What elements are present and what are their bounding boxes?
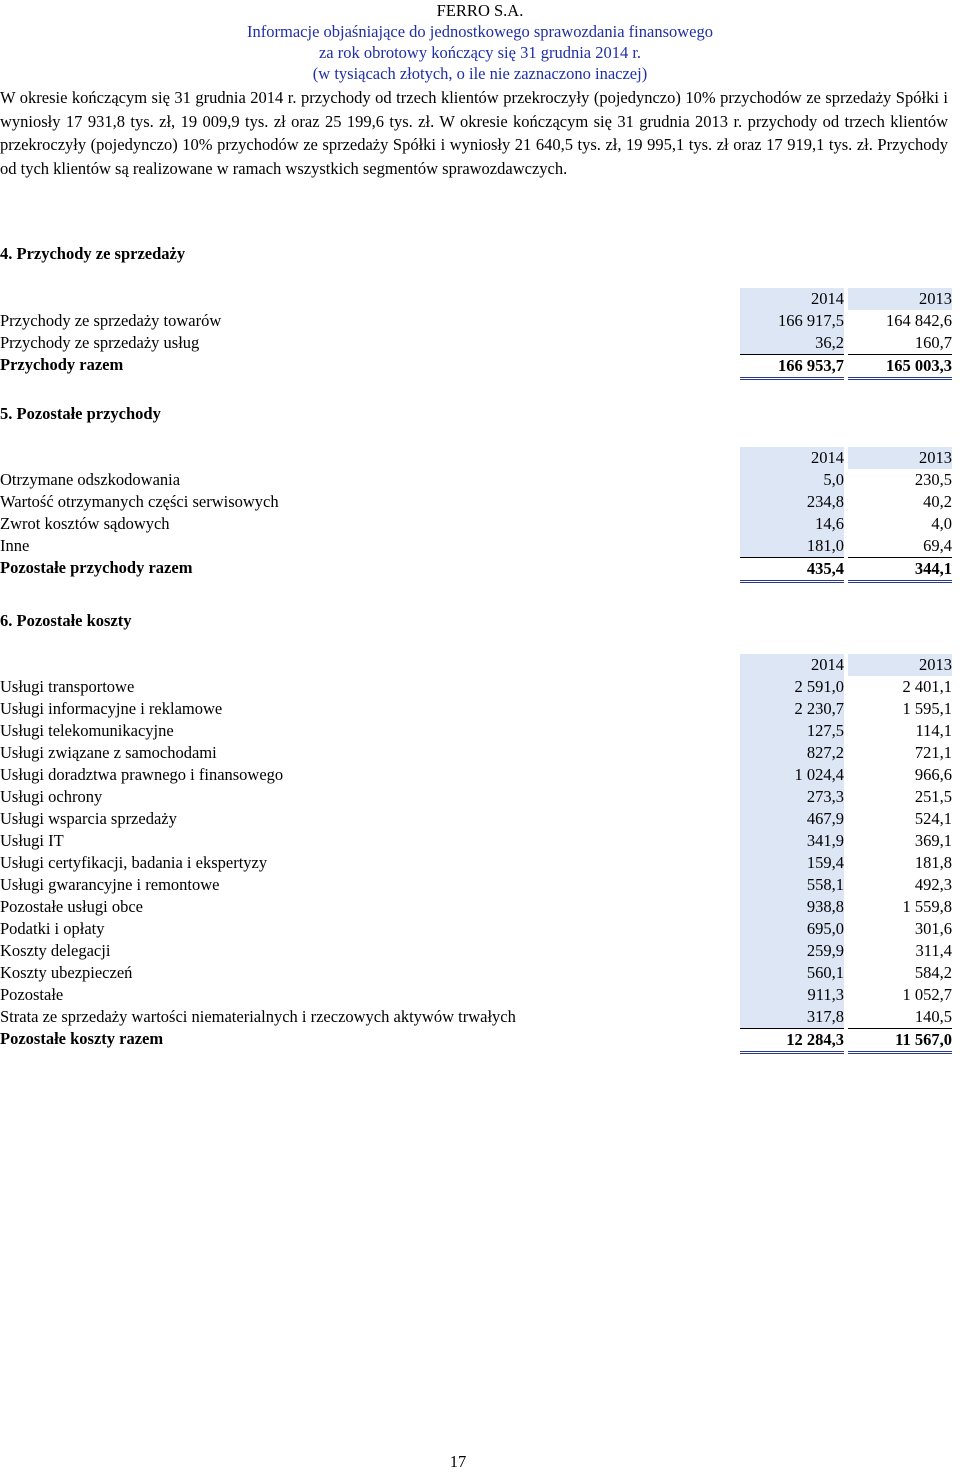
value-2013: 311,4: [915, 941, 952, 960]
row-label: Usługi związane z samochodami: [0, 743, 217, 762]
sales-revenue-table: [0, 288, 955, 376]
value-2013: 160,7: [914, 333, 952, 352]
total-2013: 344,1: [848, 557, 952, 583]
table-row: [0, 940, 955, 962]
table-row: [0, 310, 955, 332]
value-2014: 36,2: [740, 332, 844, 354]
other-costs-table: [0, 654, 955, 1050]
total-label: Pozostałe przychody razem: [0, 558, 193, 577]
table-header-row: [0, 654, 955, 676]
company-name: FERRO S.A.: [436, 1, 524, 20]
row-label: Przychody ze sprzedaży towarów: [0, 311, 222, 330]
table-row: [0, 786, 955, 808]
value-2014: 14,6: [740, 513, 844, 535]
year-2013-header: 2013: [848, 447, 952, 469]
total-2014: 12 284,3: [740, 1028, 844, 1054]
value-2014: 127,5: [740, 720, 844, 742]
document-header: [0, 0, 960, 84]
value-2014: 2 591,0: [740, 676, 844, 698]
value-2013: 301,6: [914, 919, 952, 938]
table-row: [0, 830, 955, 852]
year-2014-header: 2014: [740, 654, 844, 676]
value-2013: 4,0: [931, 514, 952, 533]
value-2014: 911,3: [740, 984, 844, 1006]
header-line-1: Informacje objaśniające do jednostkowego sprawozdania finansowego: [247, 22, 713, 41]
row-label: Usługi doradztwa prawnego i finansowego: [0, 765, 284, 784]
table-header-row: [0, 447, 955, 469]
year-2014-header: 2014: [740, 288, 844, 310]
total-row: [0, 557, 955, 579]
value-2013: 140,5: [914, 1007, 952, 1026]
page-number: 17: [449, 1452, 467, 1471]
table-row: [0, 535, 955, 557]
value-2013: 164 842,6: [886, 311, 952, 330]
header-line-2: za rok obrotowy kończący się 31 grudnia 2014 r.: [318, 43, 642, 62]
table-row: [0, 984, 955, 1006]
value-2013: 251,5: [914, 787, 952, 806]
value-2013: 1 595,1: [902, 699, 952, 718]
total-2013: 11 567,0: [848, 1028, 952, 1054]
row-label: Usługi IT: [0, 831, 64, 850]
total-row: [0, 354, 955, 376]
total-label: Pozostałe koszty razem: [0, 1029, 164, 1048]
other-income-table: [0, 447, 955, 579]
value-2014: 2 230,7: [740, 698, 844, 720]
row-label: Koszty ubezpieczeń: [0, 963, 133, 982]
value-2013: 114,1: [915, 721, 952, 740]
section-title-other-costs: 6. Pozostałe koszty: [0, 611, 132, 630]
table-row: [0, 918, 955, 940]
table-row: [0, 720, 955, 742]
paragraph-text: W okresie kończącym się 31 grudnia 2014 r. przychody od trzech klientów przekroczyły (pojedynczo) 10% przychodów ze sprzedaży Spółki i wyniosły 17 931,8 tys. zł, 19 009,9 tys. zł oraz 25 199,6 tys. zł. W okresie kończącym się 31 grudnia 2013 r. przychody od trzech klientów przekroczyły (pojedynczo) 10% przychodów ze sprzedaży Spółki i wyniosły 21 640,5 tys. zł, 19 995,1 tys. zł oraz 17 919,1 tys. zł. Przychody od tych klientów są realizowane w ramach wszystkich segmentów sprawozdawczych.: [0, 88, 948, 178]
value-2014: 558,1: [740, 874, 844, 896]
value-2014: 341,9: [740, 830, 844, 852]
row-label: Zwrot kosztów sądowych: [0, 514, 170, 533]
row-label: Przychody ze sprzedaży usług: [0, 333, 200, 352]
row-label: Pozostałe: [0, 985, 64, 1004]
row-label: Pozostałe usługi obce: [0, 897, 143, 916]
table-row: [0, 764, 955, 786]
value-2014: 234,8: [740, 491, 844, 513]
table-row: [0, 1006, 955, 1028]
table-row: [0, 676, 955, 698]
value-2014: 5,0: [740, 469, 844, 491]
value-2014: 317,8: [740, 1006, 844, 1028]
total-2013: 165 003,3: [848, 354, 952, 380]
table-row: [0, 742, 955, 764]
row-label: Strata ze sprzedaży wartości niematerialnych i rzeczowych aktywów trwałych: [0, 1007, 516, 1026]
year-2013-header: 2013: [848, 288, 952, 310]
total-row: [0, 1028, 955, 1050]
row-label: Usługi gwarancyjne i remontowe: [0, 875, 220, 894]
row-label: Usługi telekomunikacyjne: [0, 721, 174, 740]
total-2014: 435,4: [740, 557, 844, 583]
row-label: Usługi wsparcia sprzedaży: [0, 809, 177, 828]
row-label: Wartość otrzymanych części serwisowych: [0, 492, 279, 511]
value-2014: 273,3: [740, 786, 844, 808]
value-2013: 966,6: [914, 765, 952, 784]
year-2013-header: 2013: [848, 654, 952, 676]
header-line-3: (w tysiącach złotych, o ile nie zaznaczono inaczej): [312, 64, 648, 83]
value-2014: 827,2: [740, 742, 844, 764]
table-row: [0, 698, 955, 720]
section-title-sales-revenue: 4. Przychody ze sprzedaży: [0, 244, 186, 263]
value-2014: 159,4: [740, 852, 844, 874]
table-row: [0, 852, 955, 874]
row-label: Inne: [0, 536, 30, 555]
value-2013: 584,2: [914, 963, 952, 982]
value-2014: 181,0: [740, 535, 844, 557]
row-label: Podatki i opłaty: [0, 919, 105, 938]
table-header-row: [0, 288, 955, 310]
value-2014: 695,0: [740, 918, 844, 940]
value-2014: 467,9: [740, 808, 844, 830]
total-label: Przychody razem: [0, 355, 124, 374]
clients-paragraph: [0, 86, 948, 180]
value-2013: 69,4: [923, 536, 952, 555]
row-label: Usługi transportowe: [0, 677, 135, 696]
value-2013: 524,1: [914, 809, 952, 828]
row-label: Koszty delegacji: [0, 941, 111, 960]
section-title-other-income: 5. Pozostałe przychody: [0, 404, 161, 423]
value-2014: 166 917,5: [740, 310, 844, 332]
table-row: [0, 962, 955, 984]
row-label: Otrzymane odszkodowania: [0, 470, 181, 489]
table-row: [0, 874, 955, 896]
table-row: [0, 513, 955, 535]
value-2013: 1 052,7: [902, 985, 952, 1004]
table-row: [0, 491, 955, 513]
table-row: [0, 469, 955, 491]
table-row: [0, 808, 955, 830]
table-row: [0, 332, 955, 354]
total-2014: 166 953,7: [740, 354, 844, 380]
value-2013: 40,2: [923, 492, 952, 511]
value-2013: 721,1: [914, 743, 952, 762]
value-2013: 1 559,8: [902, 897, 952, 916]
value-2013: 369,1: [914, 831, 952, 850]
value-2013: 181,8: [914, 853, 952, 872]
row-label: Usługi informacyjne i reklamowe: [0, 699, 223, 718]
year-2014-header: 2014: [740, 447, 844, 469]
value-2014: 259,9: [740, 940, 844, 962]
row-label: Usługi ochrony: [0, 787, 103, 806]
table-row: [0, 896, 955, 918]
value-2014: 560,1: [740, 962, 844, 984]
row-label: Usługi certyfikacji, badania i ekspertyzy: [0, 853, 268, 872]
value-2013: 230,5: [914, 470, 952, 489]
value-2013: 2 401,1: [902, 677, 952, 696]
value-2014: 938,8: [740, 896, 844, 918]
value-2013: 492,3: [914, 875, 952, 894]
value-2014: 1 024,4: [740, 764, 844, 786]
